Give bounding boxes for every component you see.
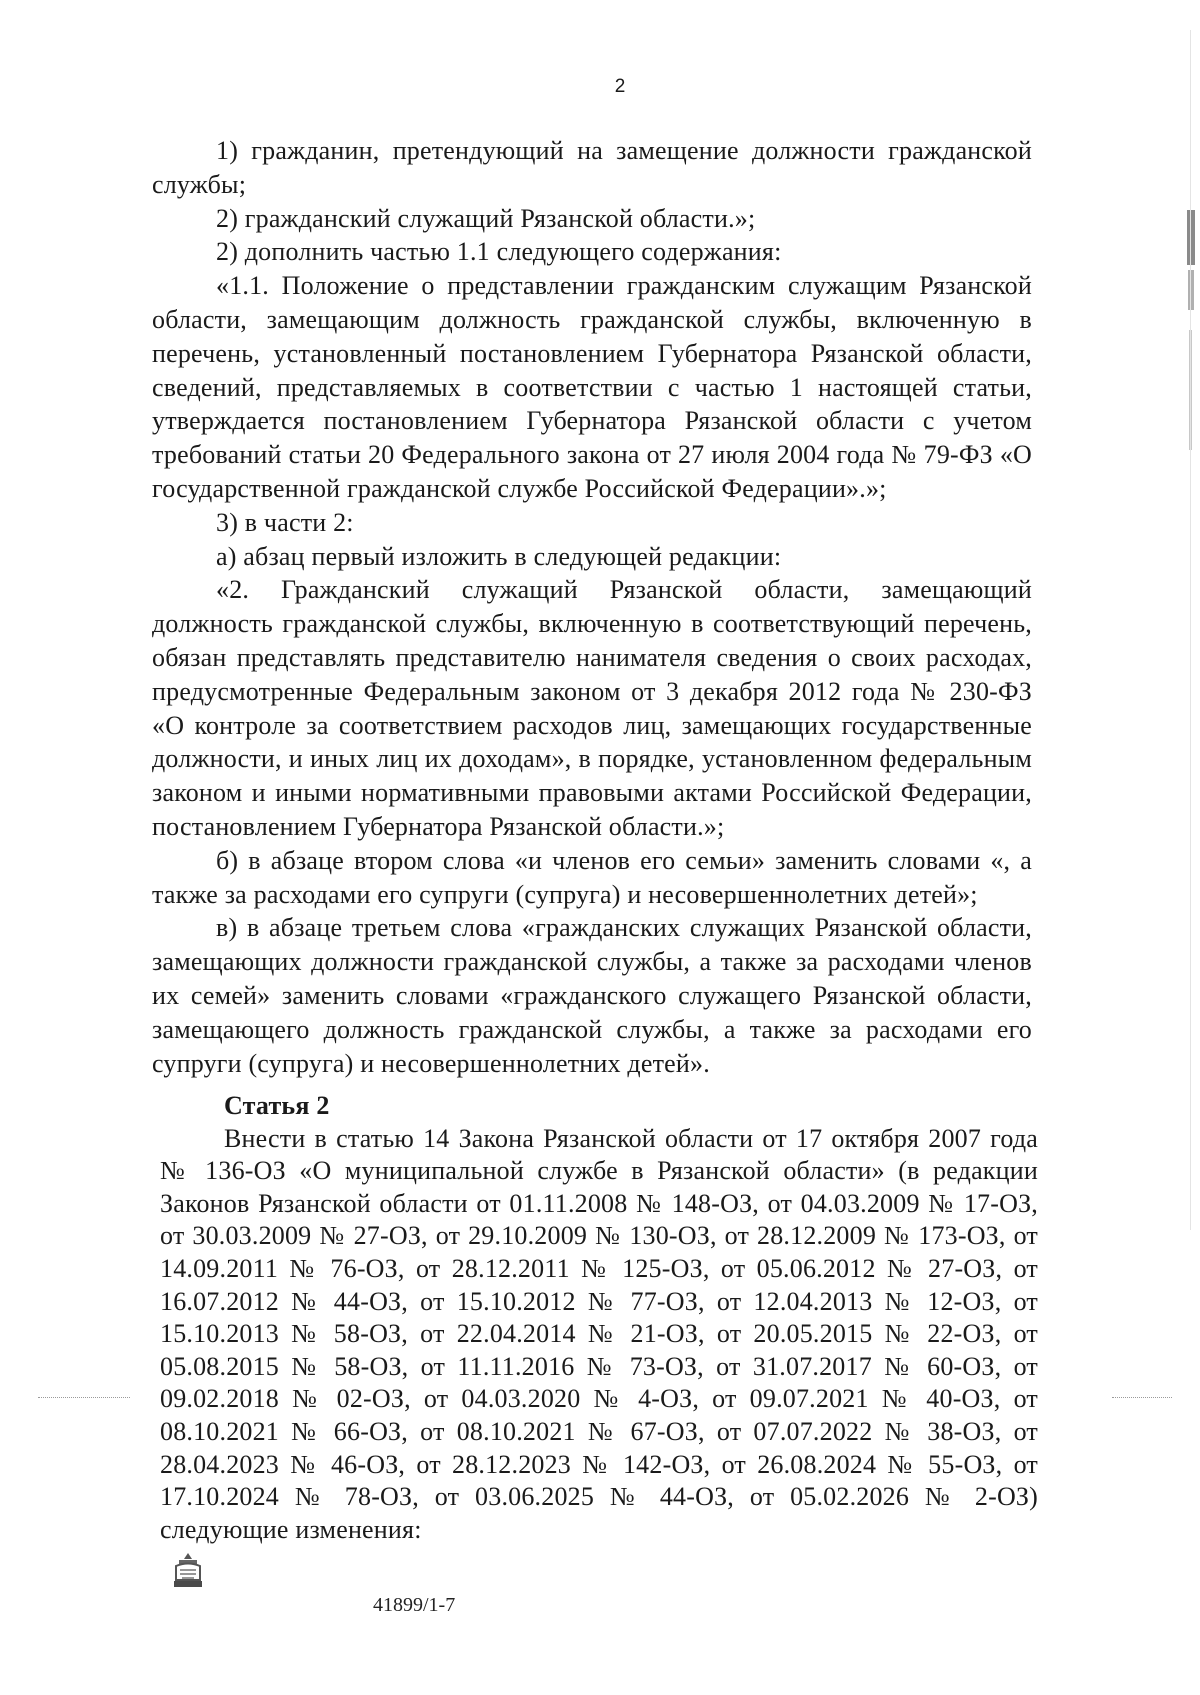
paragraph-amend-3: 3) в части 2: — [216, 507, 354, 537]
page-number: 2 — [614, 76, 626, 97]
article-2-heading: Статья 2 — [224, 1091, 330, 1120]
emblem-icon — [170, 1550, 206, 1590]
article-2-text: Внести в статью 14 Закона Рязанской области от 17 октября 2007 года № 136-ОЗ «О муниципальной службе в Рязанской области» (в редакции Законов Рязанской области от 01.11.2008 № 148-ОЗ, от 04.03.2009 № 17-ОЗ, от 30.03.2009 № 27-ОЗ, от 29.10.2009 № 130-ОЗ, от 28.12.2009 № 173-ОЗ, от 14.09.2011 № 76-ОЗ, от 28.12.2011 № 125-ОЗ, от 05.06.2012 № 27-ОЗ, от 16.07.2012 № 44-ОЗ, от 15.10.2012 № 77-ОЗ, от 12.04.2013 № 12-ОЗ, от 15.10.2013 № 58-ОЗ, от 22.04.2014 № 21-ОЗ, от 20.05.2015 № 22-ОЗ, от 05.08.2015 № 58-ОЗ, от 11.11.2016 № 73-ОЗ, от 31.07.2017 № 60-ОЗ, от 09.02.2018 № 02-ОЗ, от 04.03.2020 № 4-ОЗ, от 09.07.2021 № 40-ОЗ, от 08.10.2021 № 66-ОЗ, от 08.10.2021 № 67-ОЗ, от 07.07.2022 № 38-ОЗ, от 28.04.2023 № 46-ОЗ, от 28.12.2023 № 142-ОЗ, от 26.08.2024 № 55-ОЗ, от 17.10.2024 № 78-ОЗ, от 03.06.2025 № 44-ОЗ, от 05.02.2026 № 2-ОЗ) следующие изменения: — [160, 1123, 1038, 1544]
scan-dotted-line-right — [1112, 1397, 1172, 1398]
document-code: 41899/1-7 — [373, 1594, 456, 1616]
scan-edge-marks — [1185, 30, 1197, 1230]
paragraph-item-2: 2) гражданский служащий Рязанской области.»; — [216, 203, 756, 233]
paragraph-part-2-text: «2. Гражданский служащий Рязанской области, замещающий должность гражданской службы, включенную в соответствующий перечень, обязан представлять представителю нанимателя сведения о своих расходах, предусмотренные Федеральным законом от 3 декабря 2012 года № 230-ФЗ «О контроле за соответствием расходов лиц, замещающих государственные должности, и иных лиц их доходам», в порядке, установленном федеральным законом и иными нормативными правовыми актами Российской Федерации, постановлением Губернатора Рязанской области.»; — [152, 575, 1032, 841]
document-body — [152, 134, 1032, 1080]
paragraph-sub-v: в) в абзаце третьем слова «гражданских служащих Рязанской области, замещающих должности гражданской службы, а также за расходами членов их семей» заменить словами «гражданского служащего Рязанской области, замещающего должность гражданской службы, а также за расходами его супруги (супруга) и несовершеннолетних детей». — [152, 913, 1032, 1078]
paragraph-sub-a: а) абзац первый изложить в следующей редакции: — [216, 541, 782, 571]
paragraph-part-1-1: «1.1. Положение о представлении гражданским служащим Рязанской области, замещающим должность гражданской службы, включенную в перечень, установленный постановлением Губернатора Рязанской области, сведений, представляемых в соответствии с частью 1 настоящей статьи, утверждается постановлением Губернатора Рязанской области с учетом требований статьи 20 Федерального закона от 27 июля 2004 года № 79-ФЗ «О государственной гражданской службе Российской Федерации».»; — [152, 271, 1032, 503]
paragraph-item-1: 1) гражданин, претендующий на замещение должности гражданской службы; — [152, 136, 1032, 199]
paragraph-sub-b: б) в абзаце втором слова «и членов его семьи» заменить словами «, а также за расходами его супруги (супруга) и несовершеннолетних детей»; — [152, 845, 1032, 909]
scan-dotted-line-left — [38, 1397, 130, 1398]
article-2 — [160, 1090, 1038, 1546]
paragraph-amend-2: 2) дополнить частью 1.1 следующего содержания: — [216, 237, 782, 267]
